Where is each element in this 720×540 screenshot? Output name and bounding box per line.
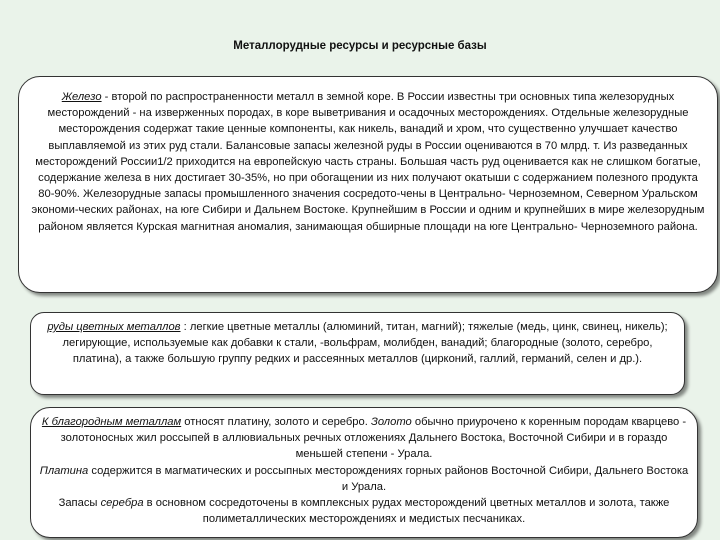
- iron-section: [18, 76, 718, 293]
- precious-text-3: содержится в магматических и россыпных месторождениях горных районов Восточной Сибири, Дальнего Востока и Урала.: [88, 464, 689, 493]
- iron-text: - второй по распространенности металл в земной коре. В России известны три основных типа железорудных месторождений - на изверженных породах, в коре выветривания и осадочных месторождениях. Отдельные железорудные месторождения содержат такие ценные компоненты, как никель, ванадий и хром, что существенно улучшает качество выплавляемой из этих руд стали. Балансовые запасы железной руды в России оцениваются в 70 млрд. т. Из разведанных месторождений России1/2 приходится на европейскую часть страны. Большая часть руд оценивается как не слишком богатые, содержание железа в них достигает 30-35%, но при обогащении из них получают окатыши с содержанием полезного продукта 80-90%. Железорудные запасы промышленного значения сосредото-чены в Центрально- Черноземном, Северном Уральском экономи-ческих районах, на юге Сибири и Дальнем Востоке. Крупнейшим в России и одним и крупнейших в мире железорудным районом является Курская магнитная аномалия, занимающая обширные площади на юге Центрально- Черноземного района.: [31, 91, 705, 233]
- nonferrous-text: : легкие цветные металлы (алюминий, титан, магний); тяжелые (медь, цинк, свинец, никель); легирующие, используемые как добавки к стали, -вольфрам, молибден, ванадий; благородные (золото, серебро, платина), а также большую группу редких и рассеянных металлов (цирконий, галлий, германий, селен и др.).: [62, 321, 668, 366]
- gold-term: Золото: [370, 416, 412, 428]
- precious-text-2: обычно приурочено к коренным породам кварцево - золотоносных жил россыпей в аллювиальных речных отложениях Дальнего Востока, Восточной Сибири и в гораздо меньшей степени - Урала.: [60, 416, 687, 461]
- nonferrous-section: [30, 312, 685, 395]
- precious-text-5: в основном сосредоточены в комплексных рудах месторождений цветных металлов и золота, также полиметаллических месторождениях и медистых песчаниках.: [143, 497, 670, 526]
- silver-term: серебра: [100, 497, 144, 510]
- precious-text-1: относят платину, золото и серебро.: [181, 416, 371, 428]
- iron-term: Железо: [61, 91, 102, 103]
- platinum-term: Платина: [39, 464, 89, 477]
- precious-section: [30, 407, 698, 538]
- nonferrous-term: руды цветных металлов: [47, 321, 181, 333]
- precious-text-4: Запасы: [58, 497, 101, 510]
- precious-term: К благородным металлам: [41, 416, 182, 428]
- page-title: Металлорудные ресурсы и ресурсные базы: [233, 40, 487, 52]
